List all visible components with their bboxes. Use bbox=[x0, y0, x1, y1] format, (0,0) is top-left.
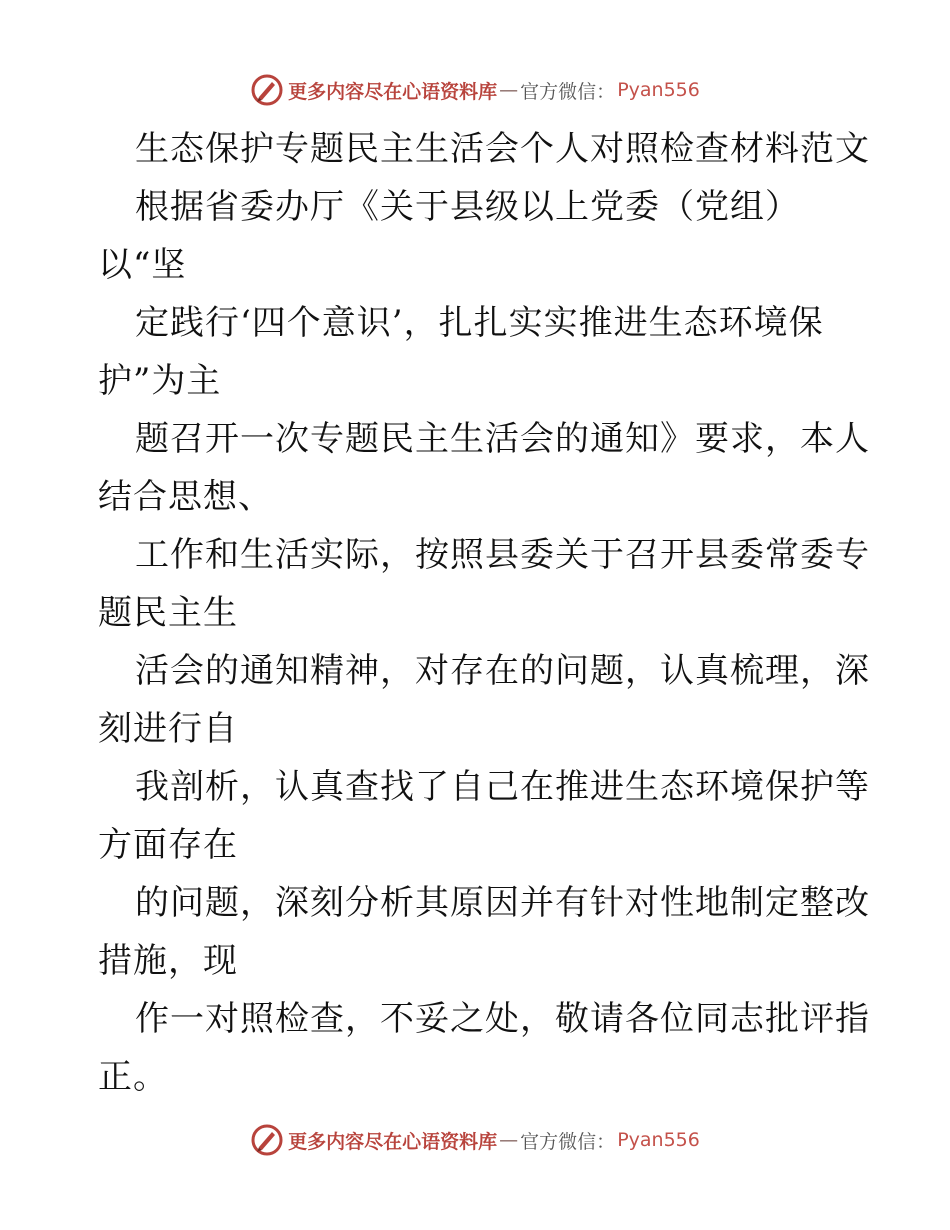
paragraph-line: 根据省委办厅《关于县级以上党委（党组） bbox=[135, 187, 800, 227]
paragraph-line: 定践行‘四个意识’，扎扎实实推进生态环境保 bbox=[135, 303, 824, 343]
footer-watermark bbox=[0, 1120, 950, 1160]
paragraph-line: 我剖析，认真查找了自己在推进生态环境保护等 bbox=[135, 767, 870, 807]
watermark-dash: — bbox=[499, 79, 519, 101]
paragraph-line: 结合思想、 bbox=[98, 477, 273, 517]
paragraph-line: 活会的通知精神，对存在的问题，认真梳理，深 bbox=[135, 651, 870, 691]
pen-logo-icon bbox=[250, 73, 284, 107]
paragraph-line: 护”为主 bbox=[98, 361, 222, 401]
watermark-dash: — bbox=[499, 1129, 519, 1151]
paragraph-line: 刻进行自 bbox=[98, 709, 238, 749]
document-title: 生态保护专题民主生活会个人对照检查材料范文 bbox=[135, 129, 870, 169]
watermark-site-name: 更多内容尽在心语资料库 bbox=[288, 80, 498, 103]
paragraph-line: 措施，现 bbox=[98, 941, 238, 981]
watermark-contact-id: Pyan556 bbox=[617, 1129, 700, 1151]
paragraph-line: 以“坚 bbox=[98, 245, 187, 285]
header-watermark bbox=[0, 70, 950, 110]
paragraph-line: 题召开一次专题民主生活会的通知》要求，本人 bbox=[135, 419, 870, 459]
paragraph-line: 作一对照检查，不妥之处，敬请各位同志批评指 bbox=[135, 999, 870, 1039]
watermark-contact-id: Pyan556 bbox=[617, 79, 700, 101]
paragraph-line: 方面存在 bbox=[98, 825, 238, 865]
paragraph-line: 的问题，深刻分析其原因并有针对性地制定整改 bbox=[135, 883, 870, 923]
document-body bbox=[98, 120, 870, 1106]
paragraph-line: 工作和生活实际，按照县委关于召开县委常委专 bbox=[135, 535, 870, 575]
watermark-contact-label: 官方微信： bbox=[520, 1130, 616, 1153]
watermark-site-name: 更多内容尽在心语资料库 bbox=[288, 1130, 498, 1153]
paragraph-line: 题民主生 bbox=[98, 593, 238, 633]
paragraph-line: 正。 bbox=[98, 1057, 168, 1097]
watermark-contact-label: 官方微信： bbox=[520, 80, 616, 103]
pen-logo-icon bbox=[250, 1123, 284, 1157]
